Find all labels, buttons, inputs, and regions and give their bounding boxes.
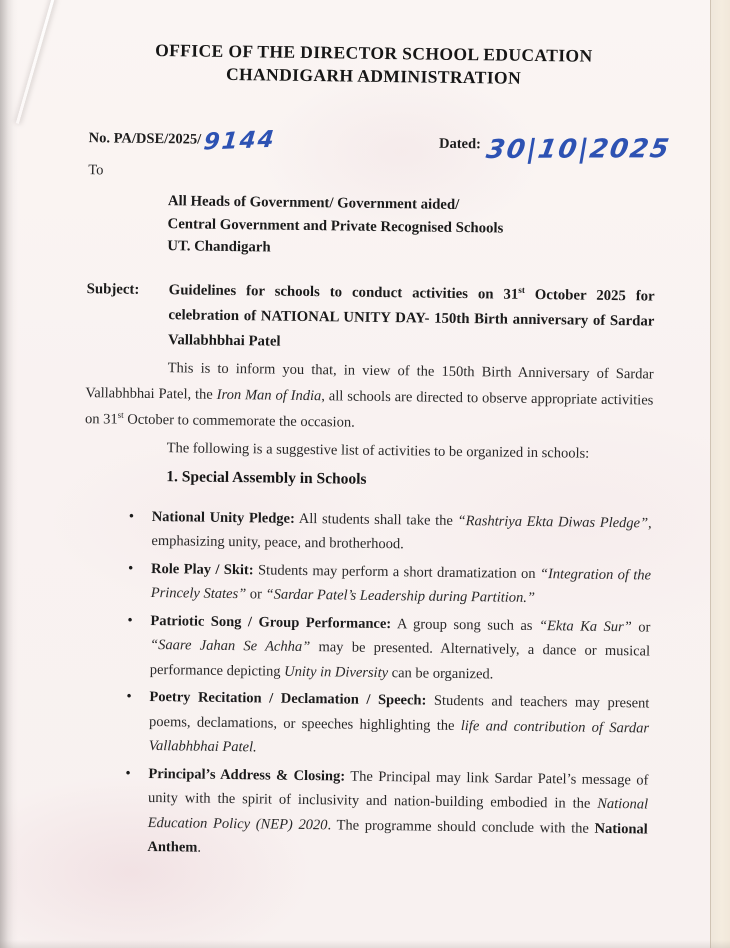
reference-number-handwritten: 9144 bbox=[201, 126, 277, 156]
reference-and-date-row bbox=[88, 126, 674, 167]
scan-bottom-edge-shadow bbox=[0, 940, 730, 948]
addressee-line: Central Government and Private Recognised Schools bbox=[167, 215, 504, 237]
section-heading-special-assembly: 1. Special Assembly in Schools bbox=[166, 467, 367, 488]
dated-label: Dated: bbox=[438, 135, 482, 153]
activity-bullet-item: • Poetry Recitation / Declamation / Speech: Students and teachers may present poems, declamations, or speeches highlighting the life and contribution of Sardar Vallabhbhai Patel. bbox=[81, 684, 650, 765]
to-label: To bbox=[88, 162, 104, 179]
addressee-block bbox=[167, 190, 656, 264]
dated-field bbox=[438, 133, 674, 166]
activity-bullet-lead: Role Play / Skit: bbox=[150, 560, 254, 578]
subject-label: Subject: bbox=[86, 280, 140, 298]
reference-number bbox=[89, 126, 276, 154]
activity-bullet-lead: Poetry Recitation / Declamation / Speech: bbox=[149, 688, 427, 709]
letterhead bbox=[89, 38, 658, 91]
activity-bullet-lead: Patriotic Song / Group Performance: bbox=[150, 612, 392, 632]
addressee-line: UT. Chandigarh bbox=[167, 238, 271, 256]
addressee-line: All Heads of Government/ Government aided/ bbox=[167, 193, 460, 213]
reference-number-label: No. PA/DSE/2025/ bbox=[88, 130, 202, 148]
activity-bullet-lead: Principal’s Address & Closing: bbox=[148, 765, 346, 785]
activity-bullet-item: • Role Play / Skit: Students may perform a short dramatization on “Integration of the Princely States” or “Sardar Patel’s Leadership during Partition.” bbox=[83, 556, 652, 612]
intro-paragraph: This is to inform you that, in view of the 150th Birth Anniversary of Sardar Vallabhbhai Patel, the Iron Man of India, all schools are directed to observe appropriate activities on 31st October to commemorate the occasion. bbox=[84, 359, 654, 431]
activity-bullet-item: • Principal’s Address & Closing: The Principal may link Sardar Patel’s message of unity with the spirit of inclusivity and nation-building embodied in the National Education Policy (NEP) 2020. The programme should conclude with the National Anthem. bbox=[79, 761, 648, 866]
activity-bullet-lead: National Unity Pledge: bbox=[151, 508, 295, 527]
subject-block bbox=[86, 277, 655, 359]
suggestive-list-intro: The following is a suggestive list of activities to be organized in schools: bbox=[166, 439, 590, 462]
activity-list bbox=[79, 504, 652, 866]
date-handwritten: 30|10|2025 bbox=[484, 134, 674, 165]
activity-bullet-item: • National Unity Pledge: All students shall take the “Rashtriya Ekta Diwas Pledge”, emphasizing unity, peace, and brotherhood. bbox=[83, 504, 652, 560]
subject-text: Guidelines for schools to conduct activities on 31st October 2025 for celebration of NATIONAL UNITY DAY- 150th Birth anniversary of Sardar Vallabhbhai Patel bbox=[167, 281, 655, 350]
letterhead-office-line: OFFICE OF THE DIRECTOR SCHOOL EDUCATION bbox=[155, 39, 593, 66]
letterhead-administration-line: CHANDIGARH ADMINISTRATION bbox=[225, 63, 522, 88]
activity-bullet-item: • Patriotic Song / Group Performance: A group song such as “Ekta Ka Sur” or “Saare Jahan Se Achha” may be presented. Alternatively, a dance or musical performance depicting Unity in Diversity can be organized. bbox=[82, 608, 651, 689]
